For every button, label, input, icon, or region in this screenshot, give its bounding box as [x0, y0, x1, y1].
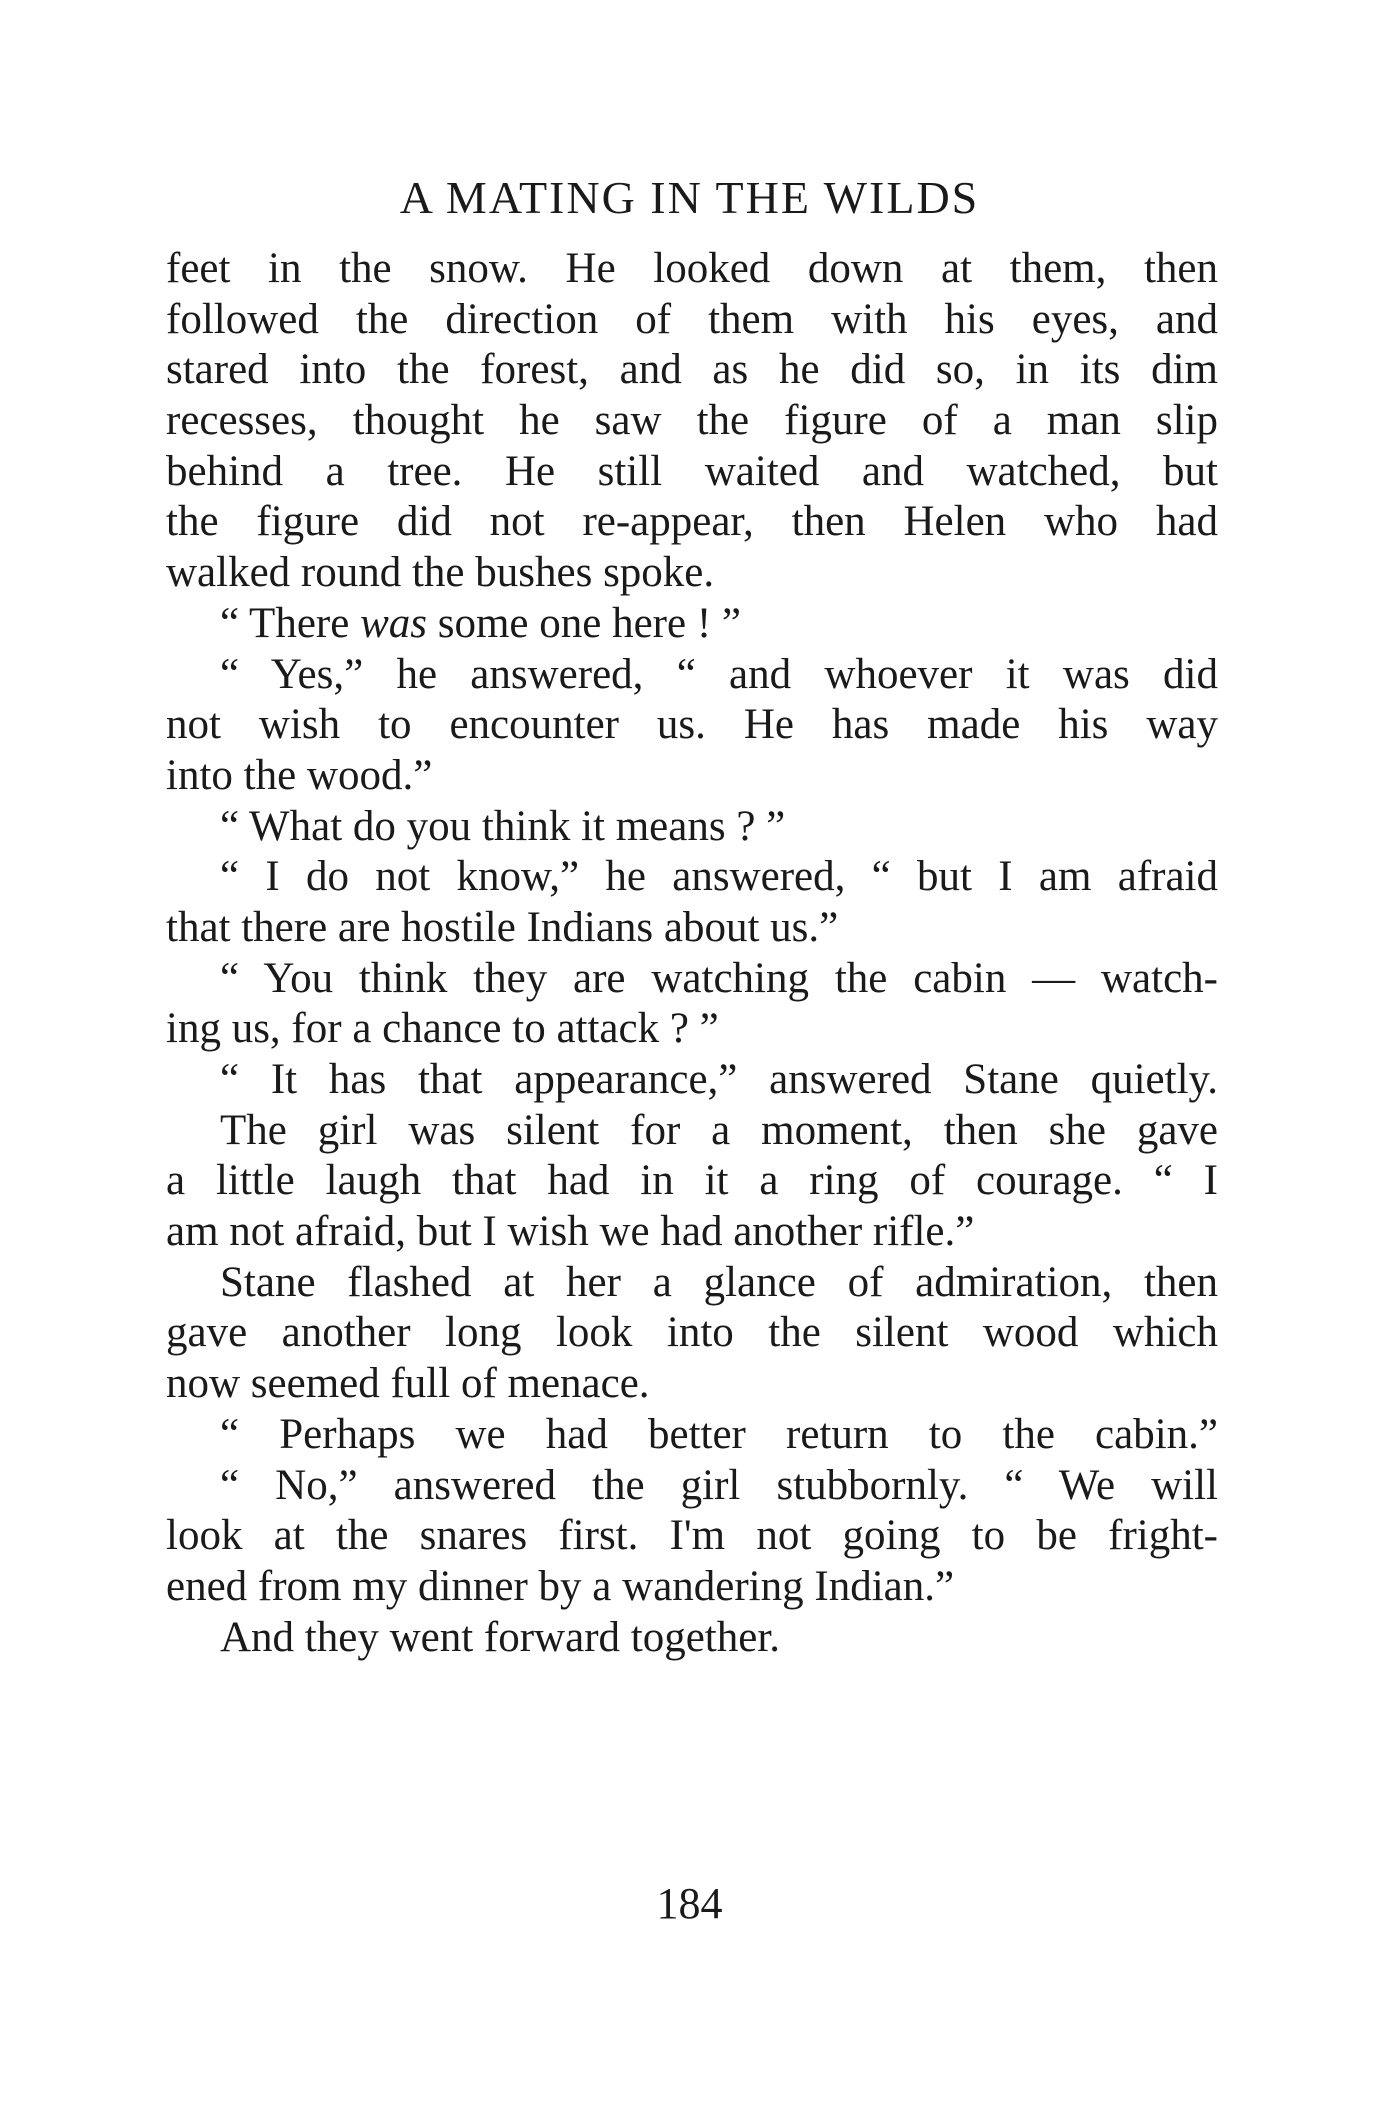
- text-line: Stane flashed at her a glance of admiration, then: [220, 1258, 1218, 1306]
- text-line: a little laugh that had in it a ring of courage. “ I: [166, 1157, 1218, 1205]
- text-line: “ Perhaps we had better return to the cabin.”: [220, 1410, 1218, 1458]
- text-line: walked round the bushes spoke.: [166, 549, 715, 597]
- emphasis: was: [360, 599, 427, 647]
- text-line: not wish to encounter us. He has made his way: [166, 701, 1218, 749]
- text-line: gave another long look into the silent wood which: [166, 1309, 1218, 1357]
- body-text: [166, 244, 1218, 1663]
- text-line: “ There was some one here ! ”: [220, 599, 741, 647]
- text-line: into the wood.”: [166, 751, 433, 799]
- text-line: feet in the snow. He looked down at them, then: [166, 245, 1218, 292]
- text-line: followed the direction of them with his eyes, and: [166, 295, 1218, 343]
- text-line: look at the snares first. I'm not going to be fright-: [166, 1512, 1218, 1560]
- text-line: “ I do not know,” he answered, “ but I am afraid: [220, 853, 1218, 901]
- text-line: behind a tree. He still waited and watched, but: [166, 447, 1218, 495]
- text-line: “ It has that appearance,” answered Stane quietly.: [220, 1056, 1218, 1103]
- text-line: “ What do you think it means ? ”: [220, 802, 786, 850]
- text-line: am not afraid, but I wish we had another rifle.”: [166, 1208, 975, 1256]
- text-line: “ You think they are watching the cabin — watch-: [220, 954, 1218, 1002]
- text-line: ened from my dinner by a wandering Indian.”: [166, 1562, 955, 1610]
- running-head: A MATING IN THE WILDS: [399, 172, 980, 223]
- text-line: “ No,” answered the girl stubbornly. “ We will: [220, 1461, 1218, 1509]
- text-line: the figure did not re-appear, then Helen who had: [166, 498, 1218, 546]
- text-line: ing us, for a chance to attack ? ”: [166, 1005, 719, 1053]
- text-line: And they went forward together.: [220, 1613, 781, 1661]
- text-line: The girl was silent for a moment, then she gave: [220, 1106, 1218, 1154]
- page-number: 184: [656, 1879, 723, 1928]
- text-line: that there are hostile Indians about us.”: [166, 903, 839, 951]
- text-line: “ Yes,” he answered, “ and whoever it was did: [220, 650, 1218, 698]
- text-line: now seemed full of menace.: [166, 1360, 650, 1408]
- text-line: recesses, thought he saw the figure of a man slip: [166, 397, 1218, 445]
- text-line: stared into the forest, and as he did so, in its dim: [166, 346, 1218, 394]
